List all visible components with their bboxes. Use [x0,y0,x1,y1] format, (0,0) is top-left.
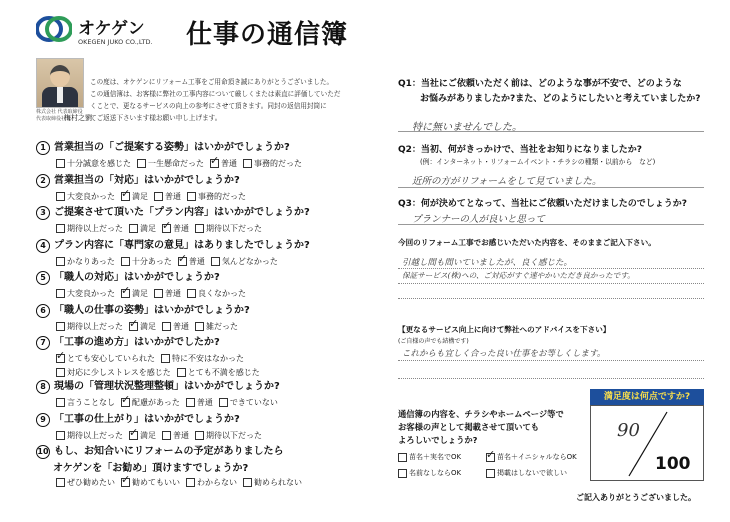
impression-line-1 [398,268,704,269]
option-label: 配慮があった [132,398,180,407]
checkbox-icon[interactable] [195,431,204,440]
answer-option[interactable] [121,288,148,299]
answer-option[interactable] [162,223,189,234]
survey-questions [36,138,386,486]
impression-line-2 [398,283,704,284]
publish-option-label: 苗名＋イニシャルならOK [497,453,577,461]
checkbox-icon[interactable] [187,289,196,298]
checkbox-icon[interactable] [56,398,65,407]
publish-option-label: 苗名＋実名でOK [409,453,462,461]
answer-option[interactable] [211,256,278,267]
thanks-text: ご記入ありがとうございました。 [576,493,696,502]
answer-options [36,430,386,441]
option-label: 対応に少しストレスを感じた [67,368,171,377]
president-photo [36,58,84,108]
president-name: 梅村之劉 [64,114,92,122]
answer-option[interactable] [56,477,115,488]
q2-label: Q2：当初、何がきっかけで、当社をお知りになりましたか? [398,145,642,155]
option-label: 期待以下だった [206,224,262,233]
option-label: 事務的だった [198,191,246,201]
option-label: 普通 [165,191,181,201]
option-label: かなりあった [67,256,115,266]
advice-hint: (ご自様の声でも結構です) [398,338,469,345]
survey-question [36,203,386,236]
president-role-2: 代表取締役社長 [36,116,72,122]
publish-question [398,408,564,447]
q3-answer-line [398,224,704,225]
checkbox-icon[interactable] [186,478,195,487]
publish-line-1: 通信簿の内容を、チラシやホームページ等で [398,409,564,419]
checkbox-checked-icon[interactable] [121,192,130,201]
checkbox-checked-icon[interactable] [121,478,130,487]
publish-option[interactable] [486,468,598,478]
question-number: 7 [36,336,50,350]
option-label: 期待以上だった [67,430,123,440]
answer-options [36,353,386,364]
q2-answer[interactable]: 近所の方がリフォームをして見ていました。 [412,176,602,187]
checkbox-icon[interactable] [162,431,171,440]
publish-option[interactable] [398,468,486,478]
q1-answer[interactable]: 特に無いませんでした。 [412,122,522,133]
checkbox-icon[interactable] [243,159,252,168]
answer-option[interactable] [137,158,204,169]
answer-option[interactable] [186,397,213,408]
survey-question [36,236,386,269]
survey-question [36,171,386,204]
score-value[interactable]: 90 [617,420,640,441]
greeting-line: この通信簿は、お客様に弊社の工事内容について厳しくまたは素直に評価していただ [90,90,341,98]
option-label: 普通 [173,430,189,440]
question-text: ご提案させて頂いた「プラン内容」はいかがでしょうか? [54,207,310,218]
satisfaction-title: 満足度は何点ですか? [590,389,704,405]
option-label: 普通 [165,289,181,298]
question-text: もし、お知合いにリフォームの予定がありましたら [54,446,284,457]
answer-options [36,397,386,408]
option-label: 勧められない [254,478,302,487]
answer-option[interactable] [186,477,237,488]
answer-options [36,321,386,332]
survey-question [36,268,386,301]
answer-option[interactable] [129,321,156,332]
question-number: 5 [36,271,50,285]
answer-option[interactable] [162,321,189,332]
question-number: 2 [36,174,50,188]
checkbox-checked-icon[interactable] [129,322,138,331]
answer-option[interactable] [56,353,155,364]
answer-option[interactable] [195,430,262,441]
answer-option[interactable] [121,191,148,202]
score-max: 100 [655,454,691,474]
checkbox-icon[interactable] [121,257,130,266]
answer-options [36,191,386,202]
q2-hint: (例：インターネット・リフォームイベント・チラシの種類・以前から など) [420,158,656,166]
q1-label: Q1：当社にご依頼いただく前は、どのような事が不安で、どのような [398,79,682,89]
answer-option[interactable] [195,223,262,234]
checkbox-icon[interactable] [56,322,65,331]
answer-option[interactable] [195,321,238,332]
question-text-2: オケゲンを「お勧め」頂けますでしょうか? [53,463,249,474]
q3-answer[interactable]: プランナーの人が良いと思って [412,214,546,225]
option-label: 普通 [188,256,205,266]
option-label: 大変良かった [67,191,115,201]
question-number: 6 [36,304,50,318]
checkbox-icon[interactable] [161,354,170,363]
checkbox-icon[interactable] [154,192,163,201]
question-heading [36,442,386,459]
answer-option[interactable] [129,430,156,441]
checkbox-icon[interactable] [137,159,146,168]
option-label: 良くなかった [198,289,246,298]
answer-option[interactable] [187,191,246,202]
option-label: 一生懸命だった [148,159,204,168]
q1-label-2: お悩みがありましたか?また、どのようにしたいと考えていましたか? [420,94,701,104]
checkbox-icon[interactable] [243,478,252,487]
q3-label: Q3：何が決めてとなって、当社にご依頼いただけましたのでしょうか? [398,199,687,209]
checkbox-checked-icon[interactable] [56,354,65,363]
answer-option[interactable] [161,353,244,364]
publish-line-3: よろしいでしょうか? [398,435,478,445]
satisfaction-score-box [590,405,704,481]
answer-option[interactable] [56,158,131,169]
survey-question [36,138,386,171]
q2-answer-line [398,187,704,188]
answer-option[interactable] [56,256,115,267]
question-heading [36,333,386,350]
checkbox-icon[interactable] [56,368,65,377]
survey-question [36,301,386,334]
answer-option[interactable] [162,430,189,441]
question-text: 営業担当の「対応」はいかがでしょうか? [54,174,240,186]
greeting-line: くことで、更なるサービスの向上の参考にさせて頂きます。同封の返信用封筒に [90,102,327,110]
answer-option[interactable] [154,288,181,299]
greeting-text [90,76,380,124]
answer-option[interactable] [154,191,181,202]
brand-subtitle: OKEGEN JUKO CO.,LTD. [78,38,153,46]
impression-answer-1[interactable]: 引越し間も間いていましたが、良く感じた。 [402,258,573,268]
answer-option[interactable] [121,397,180,408]
answer-option[interactable] [56,288,115,299]
question-number: 4 [36,239,50,253]
checkbox-icon[interactable] [177,368,186,377]
option-label: わからない [197,478,237,487]
greeting-line: てご返送下さいます様お願い申し上げます。 [90,114,222,122]
advice-label: 【更なるサービス向上に向けて弊社へのアドバイスを下さい】 [398,325,611,334]
option-label: 期待以下だった [206,430,262,440]
option-label: 満足 [140,430,156,440]
option-label: 普通 [173,224,189,233]
survey-question [36,442,386,486]
publish-line-2: お客様の声として掲載させて頂いても [398,422,540,432]
answer-option[interactable] [56,191,115,202]
option-label: 満足 [132,289,148,298]
president-role: 株式会社 代表取締役 [36,109,83,115]
checkbox-icon[interactable] [56,257,65,266]
option-label: 特に不安はなかった [172,354,244,363]
survey-question [36,333,386,377]
checkbox-checked-icon[interactable] [162,224,171,233]
option-label: 事務的だった [254,159,302,168]
answer-option[interactable] [178,256,205,267]
checkbox-icon[interactable] [486,469,495,478]
greeting-line: この度は、オケゲンにリフォーム工事をご用命頂き誠にありがとうございました。 [90,78,334,86]
answer-options [36,223,386,234]
question-text: 「職人の対応」はいかがでしょうか? [54,272,220,283]
option-label: 満足 [140,321,156,331]
option-label: 普通 [196,398,213,407]
option-label: 雑だった [206,321,238,331]
question-heading [36,236,386,253]
question-heading [36,138,386,155]
impression-answer-2[interactable]: 保証サービス(株)への、ご対応がすぐ速やかいただき良かったです。 [402,271,635,280]
question-heading [36,171,386,188]
survey-question [36,377,386,410]
publish-options [398,452,598,478]
answer-option[interactable] [219,397,278,408]
advice-line-2 [398,378,704,379]
question-heading [36,410,386,427]
question-text: 「工事の進め方」はいかがでしたか? [54,337,220,348]
checkbox-icon[interactable] [211,257,220,266]
question-heading [36,268,386,285]
answer-options [36,158,386,169]
checkbox-icon[interactable] [56,192,65,201]
answer-option[interactable] [121,256,172,267]
answer-options [36,256,386,267]
page-title: 仕事の通信簿 [186,20,349,50]
checkbox-checked-icon[interactable] [486,453,495,462]
checkbox-icon[interactable] [56,289,65,298]
checkbox-icon[interactable] [56,159,65,168]
checkbox-checked-icon[interactable] [129,431,138,440]
answer-option[interactable] [121,477,180,488]
answer-option[interactable] [129,223,156,234]
question-text: 「工事の仕上がり」はいかがでしょうか? [54,413,240,425]
checkbox-icon[interactable] [154,289,163,298]
publish-option-label: 掲載はしないで欲しい [497,469,567,477]
checkbox-icon[interactable] [162,322,171,331]
answer-option[interactable] [243,477,302,488]
checkbox-checked-icon[interactable] [121,289,130,298]
impression-label: 今回のリフォーム工事でお感じいただいた内容を、そのままご記入下さい。 [398,238,656,247]
answer-option[interactable] [243,158,302,169]
logo-mark-icon [36,16,72,42]
answer-option[interactable] [187,288,246,299]
publish-option-label: 名前なしならOK [409,469,462,477]
option-label: とても安心していられた [67,354,155,363]
publish-option[interactable] [486,452,598,462]
question-text: プラン内容に「専門家の意見」はありましたでしょうか? [54,239,310,251]
question-number: 3 [36,206,50,220]
checkbox-icon[interactable] [186,398,195,407]
question-number: 8 [36,380,50,394]
checkbox-icon[interactable] [195,322,204,331]
checkbox-icon[interactable] [56,224,65,233]
checkbox-checked-icon[interactable] [210,159,219,168]
option-label: 大変良かった [67,289,115,298]
question-number: 9 [36,413,50,427]
answer-options [36,288,386,299]
checkbox-icon[interactable] [129,224,138,233]
advice-answer[interactable]: これからも宜しく合った良い仕事をお等しくします。 [402,349,606,359]
question-number: 10 [36,445,50,459]
option-label: 言うことなし [67,398,115,407]
survey-question [36,410,386,443]
option-label: 普通 [173,321,189,331]
checkbox-icon[interactable] [56,431,65,440]
checkbox-checked-icon[interactable] [178,257,187,266]
checkbox-icon[interactable] [187,192,196,201]
answer-option[interactable] [56,430,123,441]
answer-option[interactable] [210,158,237,169]
question-heading [36,203,386,220]
option-label: 期待以上だった [67,224,123,233]
checkbox-icon[interactable] [56,478,65,487]
company-logo [36,12,186,56]
q1-answer-line [398,131,704,132]
question-text: 現場の「管理状況整理整頓」はいかがでしょうか? [54,381,280,392]
question-heading [36,377,386,394]
impression-line-3 [398,298,704,299]
option-label: 満足 [132,191,148,201]
option-label: 十分誠意を感じた [67,159,131,168]
publish-option[interactable] [398,452,486,462]
option-label: 勧めてもいい [132,478,180,487]
option-label: ぜひ勧めたい [67,478,115,487]
question-number: 1 [36,141,50,155]
option-label: 普通 [221,159,237,168]
question-text: 営業担当の「ご提案する姿勢」はいかがでしょうか? [54,142,290,153]
checkbox-icon[interactable] [195,224,204,233]
option-label: 期待以上だった [67,321,123,331]
option-label: 十分あった [131,256,172,266]
advice-line-1 [398,360,704,361]
option-label: とても不満を感じた [187,368,260,377]
checkbox-checked-icon[interactable] [121,398,130,407]
answer-option[interactable] [56,397,115,408]
answer-option[interactable] [56,223,123,234]
question-text: 「職人の仕事の姿勢」はいかがでしょうか? [54,304,250,316]
checkbox-icon[interactable] [219,398,228,407]
checkbox-icon[interactable] [398,453,407,462]
brand-name: オケゲン [78,19,145,39]
answer-options [36,477,386,488]
option-label: できていない [229,398,278,407]
checkbox-icon[interactable] [398,469,407,478]
answer-option[interactable] [56,321,123,332]
option-label: 満足 [140,224,156,233]
question-heading [36,301,386,318]
option-label: 気んどなかった [221,256,278,266]
